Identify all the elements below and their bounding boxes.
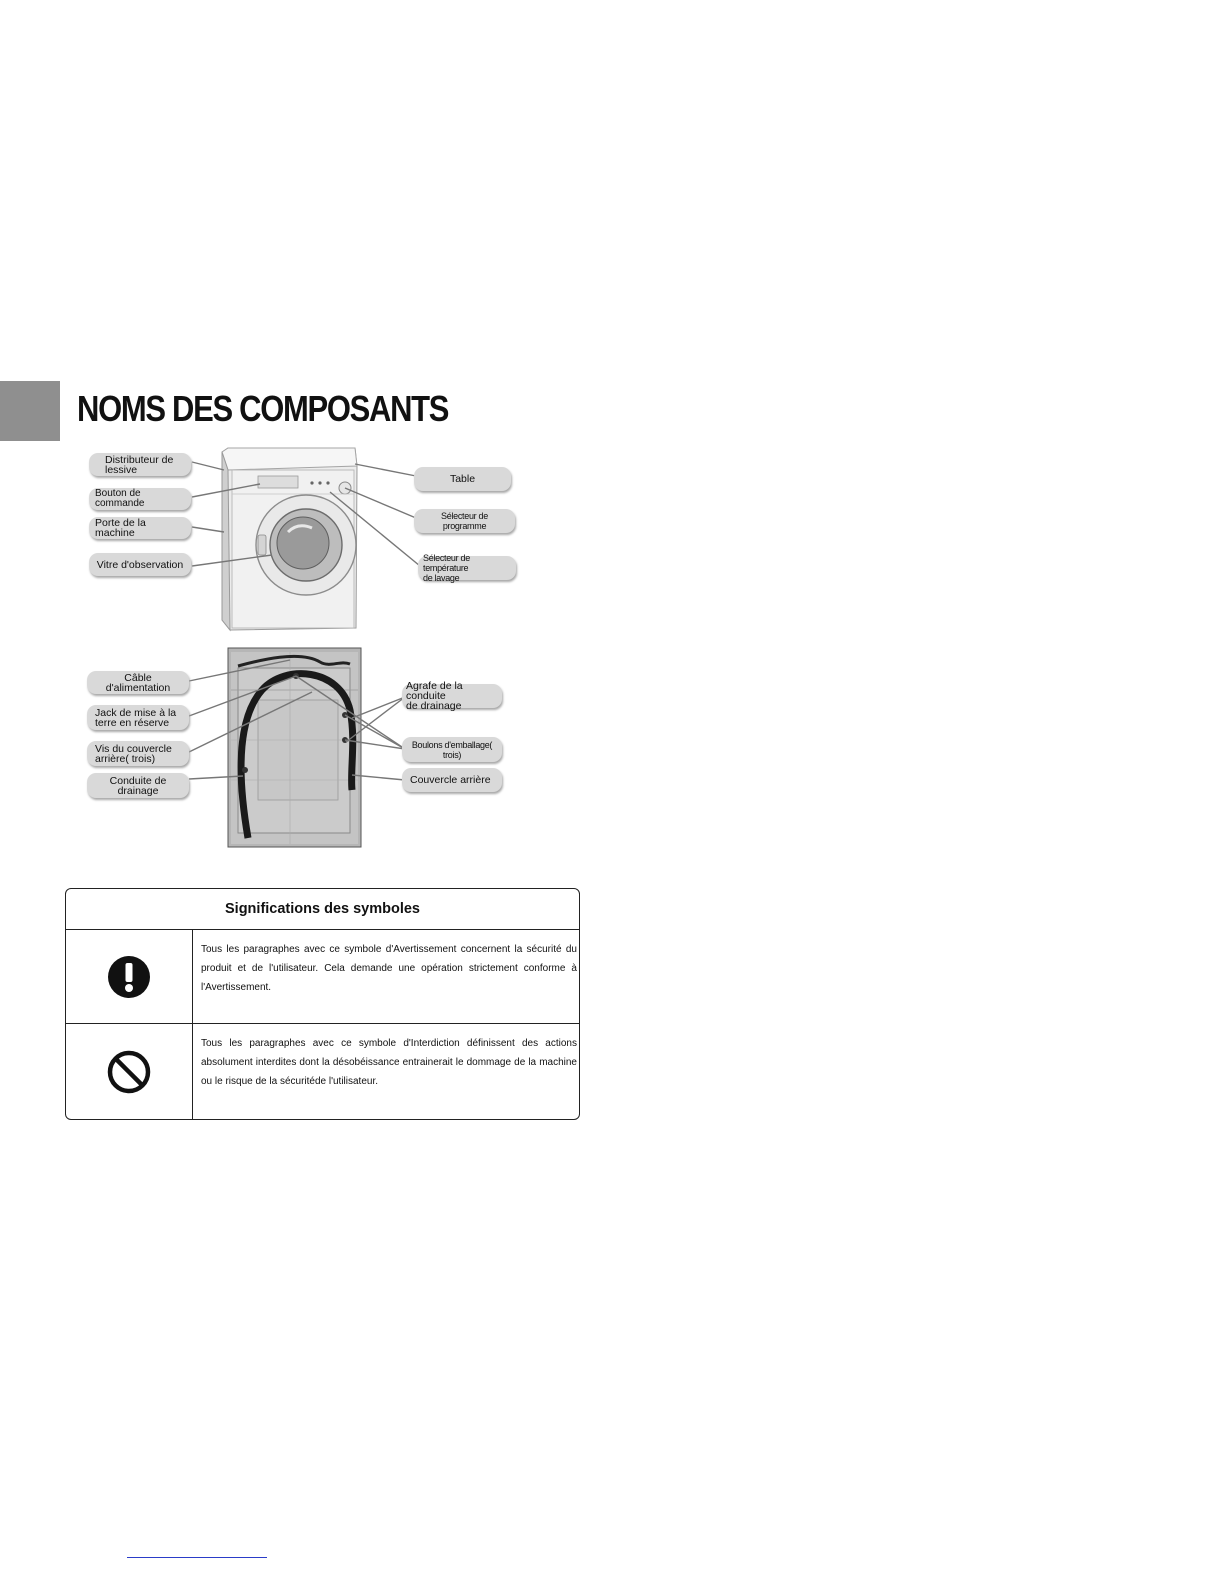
label-selecteur-temperature: Sélecteur de température de lavage bbox=[418, 556, 516, 580]
washing-machine-rear-image bbox=[228, 648, 361, 847]
label-jack-mise-terre: Jack de mise à la terre en réserve bbox=[87, 705, 189, 730]
symbols-icon-cell bbox=[66, 930, 193, 1023]
label-bouton-commande: Bouton de commande bbox=[89, 488, 191, 510]
symbols-text-warning: Tous les paragraphes avec ce symbole d'Avertissement concernent la sécurité du produit et de l'utilisateur. Cela demande une opération strictement conforme à l'Avertissement. bbox=[201, 944, 577, 993]
label-agrafe-conduite: Agrafe de la conduite de drainage bbox=[402, 684, 502, 708]
label-vitre-observation: Vitre d'observation bbox=[89, 553, 191, 576]
symbols-table-header: Significations des symboles bbox=[66, 889, 579, 930]
label-vis-couvercle: Vis du couvercle arrière( trois) bbox=[87, 741, 189, 766]
symbols-icon-cell bbox=[66, 1024, 193, 1120]
label-boulons-emballage: Boulons d'emballage( trois) bbox=[402, 737, 502, 762]
exclamation-icon bbox=[107, 955, 151, 999]
label-couvercle-arriere: Couvercle arrière bbox=[402, 768, 502, 792]
label-distributeur-lessive: Distributeur de lessive bbox=[89, 453, 191, 476]
symbols-table bbox=[65, 888, 580, 1120]
symbols-row-warning bbox=[66, 930, 579, 1024]
symbols-text-prohibited: Tous les paragraphes avec ce symbole d'Interdiction définissent des actions absolument interdites dont la désobéissance entrainerait le dommage de la machine ou le risque de la sécuritéde l'utilisateur. bbox=[201, 1038, 577, 1087]
page-title: NOMS DES COMPOSANTS bbox=[77, 388, 449, 429]
label-table: Table bbox=[414, 467, 511, 491]
label-conduite-drainage: Conduite de drainage bbox=[87, 773, 189, 798]
footer-link-underline[interactable] bbox=[127, 1557, 267, 1558]
label-porte-machine: Porte de la machine bbox=[89, 517, 191, 539]
section-side-tab bbox=[0, 381, 60, 441]
washing-machine-front-image bbox=[222, 448, 357, 630]
prohibited-icon bbox=[106, 1049, 152, 1095]
symbols-row-prohibited bbox=[66, 1024, 579, 1120]
label-selecteur-programme: Sélecteur de programme bbox=[414, 509, 515, 533]
label-cable-alimentation: Câble d'alimentation bbox=[87, 671, 189, 694]
